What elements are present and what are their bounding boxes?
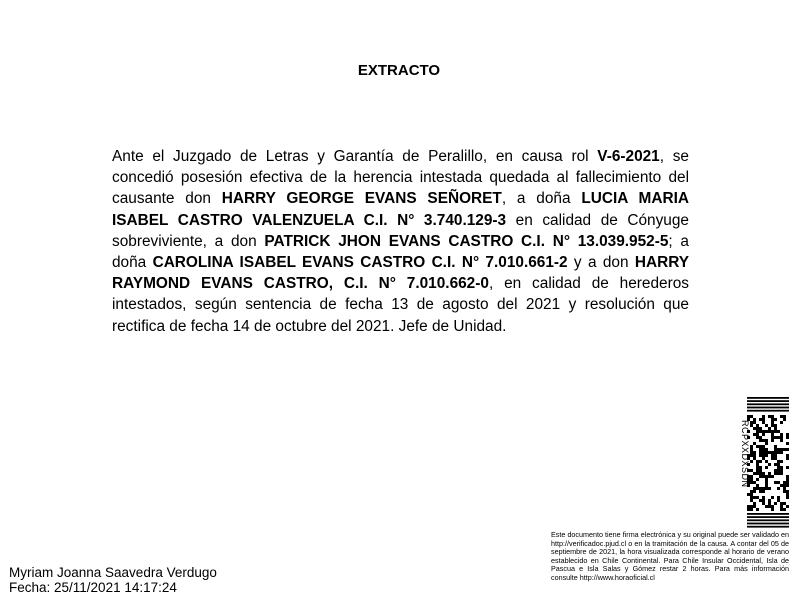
text-segment: en calidad de Cónyuge sobreviviente, a don xyxy=(112,211,689,250)
text-segment: ; a doña xyxy=(112,232,689,272)
text-segment: , se concedió posesión efectiva de la herencia intestada quedada al fallecimiento del causante don xyxy=(112,148,689,208)
bold-segment: V-6-2021 xyxy=(597,148,660,165)
barcode-label: RCPXXDXSDN xyxy=(740,420,750,488)
electronic-signature-notice: Este documento tiene firma electrónica y su original puede ser validado en http://verificadoc.pjud.cl o en la tramitación de la causa. A contar del 05 de septiembre de 2021, la hora visualizada corresponde al horario de verano establecido en Chile Continental. Para Chile Insular Occidental, Isla de Pascua e Isla Salas y Gómez restar 2 horas. Para más información consulte http://www.horaoficial.cl xyxy=(551,530,789,582)
text-segment: y a don xyxy=(567,254,635,272)
text-segment: Ante el Juzgado de Letras y Garantía de Peralillo, en causa rol xyxy=(112,148,598,165)
signature-block xyxy=(9,565,217,595)
text-segment: , a doña xyxy=(501,190,582,208)
signature-date: Fecha: 25/11/2021 14:17:24 xyxy=(9,580,177,595)
bold-segment: LUCIA MARIA ISABEL CASTRO VALENZUELA C.I. N° 3.740.129-3 xyxy=(112,190,689,229)
bold-segment: HARRY RAYMOND EVANS CASTRO, C.I. N° 7.010.662-0 xyxy=(112,254,689,293)
signer-name: Myriam Joanna Saavedra Verdugo xyxy=(9,565,217,580)
text-segment: , en calidad de herederos intestados, según sentencia de fecha 13 de agosto del 2021 y resolución que rectifica de fecha 14 de octubre del 2021. Jefe de Unidad. xyxy=(112,275,689,335)
document-title: EXTRACTO xyxy=(357,62,441,79)
bold-segment: CAROLINA ISABEL EVANS CASTRO C.I. N° 7.010.661-2 xyxy=(152,254,568,272)
bold-segment: HARRY GEORGE EVANS SEÑORET xyxy=(221,190,502,208)
extract-paragraph xyxy=(112,146,689,337)
bold-segment: PATRICK JHON EVANS CASTRO C.I. N° 13.039.952-5 xyxy=(264,232,669,250)
